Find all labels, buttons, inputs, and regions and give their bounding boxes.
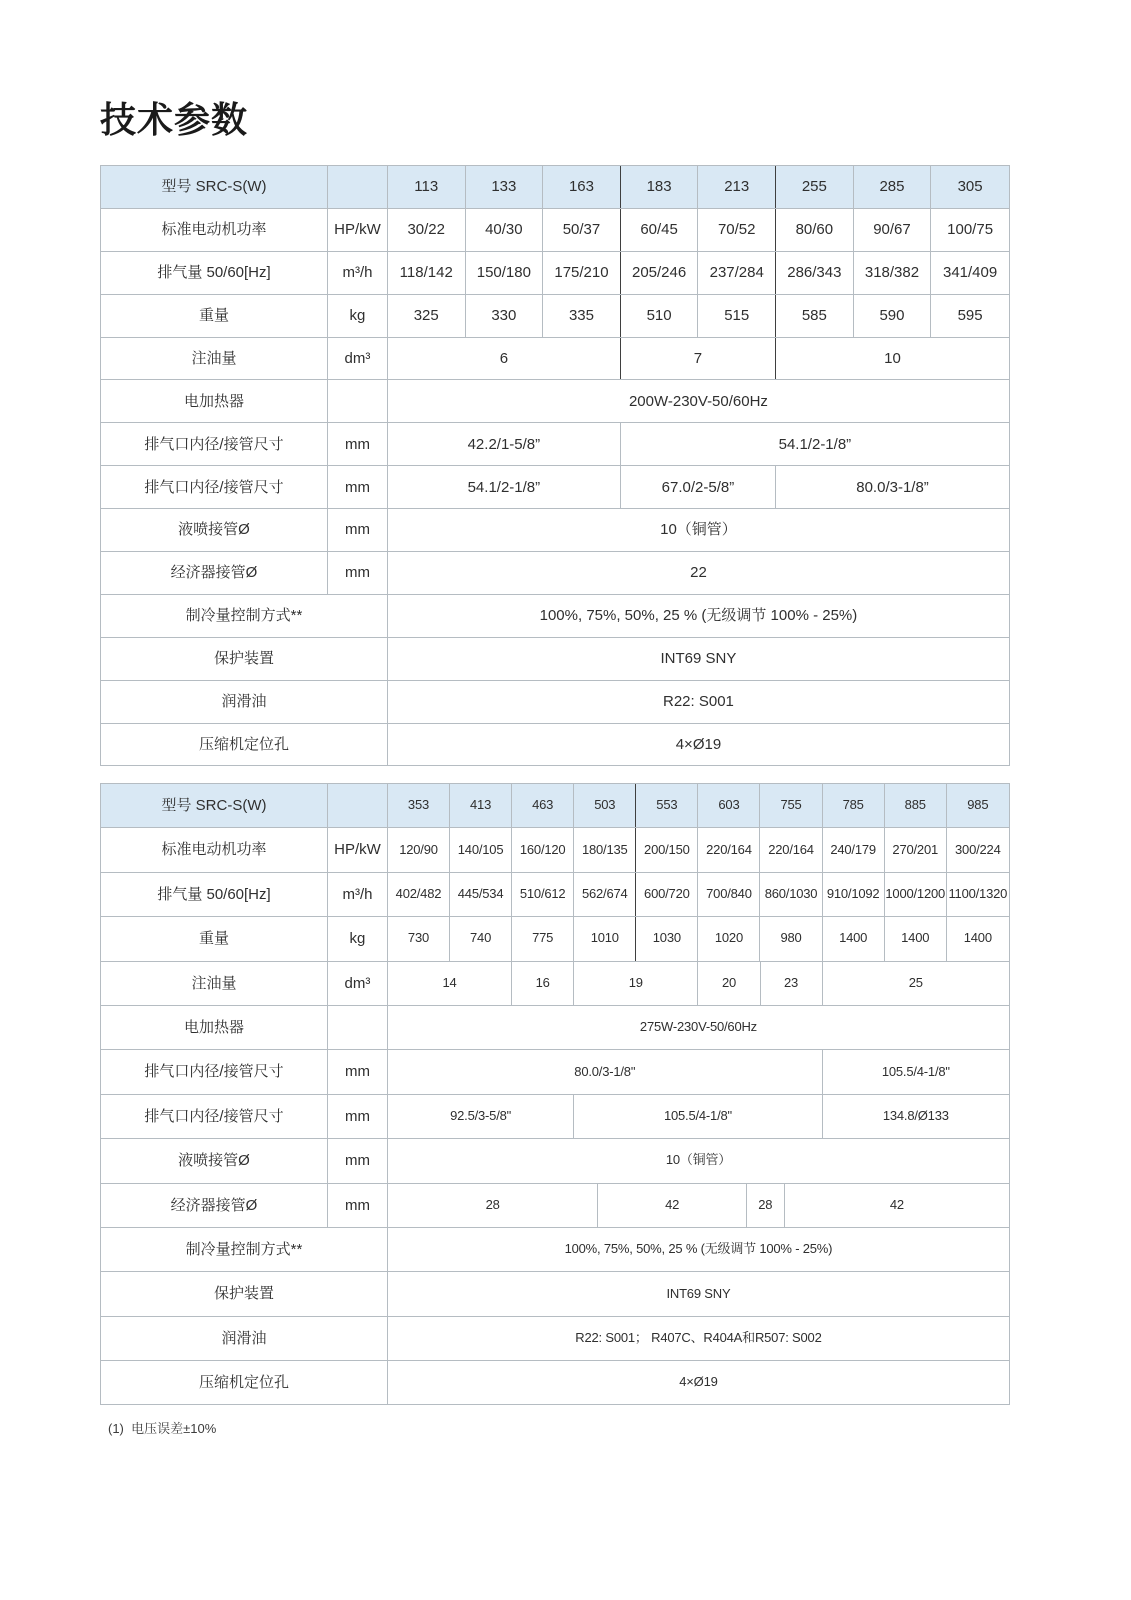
value-cell: 300/224 [955,841,1001,857]
row-unit: mm [328,1095,388,1138]
value-cell: 205/246 [621,252,699,294]
table-header-row [101,784,1009,827]
table-row [101,1138,1009,1182]
row-label: 制冷量控制方式** [101,1228,388,1271]
value-cell: 42.2/1-5/8” [388,423,621,465]
value-cell: 80.0/3-1/8" [388,1050,823,1093]
value-cell: 50/37 [543,209,621,251]
row-unit: HP/kW [328,828,388,871]
row-values [388,681,1009,723]
row-label: 重量 [101,917,328,960]
model-cell: 755 [760,784,822,827]
value-cell: 80.0/3-1/8” [856,478,929,496]
value-cell: 585 [776,295,854,337]
table-row [101,1316,1009,1360]
row-values [388,1139,1009,1182]
row-label: 排气口内径/接管尺寸 [101,1095,328,1138]
table-row [101,1271,1009,1315]
row-values [388,873,1009,916]
value-cell: 237/284 [698,252,776,294]
value-cell: 90/67 [854,209,932,251]
row-values [388,1272,1009,1315]
value-cell: 54.1/2-1/8” [388,466,621,508]
row-unit: dm³ [328,962,388,1005]
row-values [388,295,1009,337]
row-unit [328,380,388,422]
model-cell: 213 [698,166,776,208]
row-unit: HP/kW [328,209,388,251]
value-cell: 70/52 [698,209,776,251]
row-unit: mm [328,509,388,551]
table-row [101,465,1009,508]
model-cell: 163 [543,166,621,208]
value-cell: 7 [621,338,776,380]
value-cell: 220/164 [698,828,760,871]
row-unit: mm [328,552,388,594]
value-cell: 120/90 [388,828,450,871]
table-row [101,1049,1009,1093]
row-unit [328,784,388,827]
value-cell: 30/22 [388,209,466,251]
model-cell: 603 [698,784,760,827]
value-cell: 19 [574,962,698,1005]
table-row [101,1094,1009,1138]
value-cell: 118/142 [388,252,466,294]
row-label: 排气口内径/接管尺寸 [101,466,328,508]
row-unit: m³/h [328,873,388,916]
value-cell: 730 [388,917,450,960]
model-cell: 285 [854,166,932,208]
value-cell: R22: S001； R407C、R404A和R507: S002 [575,1329,822,1345]
table-row [101,508,1009,551]
row-label: 液喷接管Ø [101,509,328,551]
value-cell: 270/201 [885,828,947,871]
row-label: 排气口内径/接管尺寸 [101,1050,328,1093]
row-unit [328,166,388,208]
table-row [101,1360,1009,1404]
value-cell: 23 [761,962,823,1005]
value-cell: 10 [884,349,901,367]
value-cell: 4×Ø19 [679,1374,718,1390]
row-values [388,638,1009,680]
value-cell: 92.5/3-5/8" [388,1095,574,1138]
row-label: 型号 SRC-S(W) [101,784,328,827]
model-cell: 553 [636,784,698,827]
model-cell: 885 [885,784,947,827]
table-row [101,680,1009,723]
table-row [101,1183,1009,1227]
value-cell: 1010 [574,917,636,960]
table-row [101,337,1009,380]
value-cell: 10（铜管） [660,521,737,539]
model-cell: 255 [776,166,854,208]
row-values [388,1006,1009,1049]
row-values [388,1228,1009,1271]
value-cell: 42 [598,1184,746,1227]
value-cell: 860/1030 [760,873,822,916]
value-cell: 14 [388,962,512,1005]
value-cell: 100%, 75%, 50%, 25 % (无级调节 100% - 25%) [539,607,858,625]
value-cell: 600/720 [636,873,698,916]
row-label: 压缩机定位孔 [101,1361,388,1404]
row-label: 注油量 [101,338,328,380]
value-cell: 562/674 [574,873,636,916]
value-cell: 28 [747,1184,785,1227]
value-cell: 200W-230V-50/60Hz [628,392,768,410]
value-cell: 1400 [823,917,885,960]
row-values [388,509,1009,551]
value-cell: 445/534 [450,873,512,916]
row-values [388,209,1009,251]
value-cell: 20 [698,962,760,1005]
model-cell: 463 [512,784,574,827]
value-cell: 134.8/Ø133 [882,1107,949,1123]
row-values [388,962,1009,1005]
table-row [101,723,1009,766]
table-row [101,551,1009,594]
row-values [388,380,1009,422]
row-unit: mm [328,1050,388,1093]
value-cell: 100/75 [947,221,994,239]
value-cell: 200/150 [636,828,698,871]
value-cell: 175/210 [543,252,621,294]
model-cell: 353 [388,784,450,827]
model-cell: 183 [621,166,699,208]
row-values [388,917,1009,960]
row-label: 标准电动机功率 [101,828,328,871]
row-unit: mm [328,1139,388,1182]
row-label: 保护装置 [101,638,388,680]
value-cell: 402/482 [388,873,450,916]
table-row [101,422,1009,465]
row-values [388,166,1009,208]
table-row [101,872,1009,916]
value-cell: 60/45 [621,209,699,251]
table-header-row [101,166,1009,208]
row-label: 液喷接管Ø [101,1139,328,1182]
row-label: 制冷量控制方式** [101,595,388,637]
table-row [101,637,1009,680]
table-row [101,916,1009,960]
value-cell: INT69 SNY [660,650,737,668]
row-values [388,1361,1009,1404]
row-label: 注油量 [101,962,328,1005]
table-row [101,379,1009,422]
row-unit: mm [328,466,388,508]
footnote: (1) 电压误差±10% [108,1421,217,1436]
row-label: 润滑油 [101,1317,388,1360]
spec-table-models-113-305 [100,165,1010,766]
row-unit: kg [328,917,388,960]
model-cell: 305 [957,178,983,196]
row-label: 经济器接管Ø [101,552,328,594]
value-cell: 775 [512,917,574,960]
row-unit: dm³ [328,338,388,380]
model-cell: 413 [450,784,512,827]
value-cell: 180/135 [574,828,636,871]
row-label: 排气量 50/60[Hz] [101,252,328,294]
row-values [388,552,1009,594]
table-row [101,208,1009,251]
row-unit: kg [328,295,388,337]
model-cell: 785 [823,784,885,827]
value-cell: 105.5/4-1/8" [574,1095,822,1138]
value-cell: 4×Ø19 [675,735,722,753]
value-cell: R22: S001 [663,693,734,710]
value-cell: 42 [889,1196,904,1212]
row-label: 重量 [101,295,328,337]
value-cell: 10（铜管） [665,1152,732,1168]
value-cell: 16 [512,962,574,1005]
row-label: 保护装置 [101,1272,388,1315]
model-cell: 985 [967,797,989,813]
value-cell: 1400 [885,917,947,960]
row-values [388,828,1009,871]
value-cell: 240/179 [823,828,885,871]
row-label: 电加热器 [101,380,328,422]
value-cell: 330 [466,295,544,337]
row-values [388,1095,1009,1138]
value-cell: 140/105 [450,828,512,871]
value-cell: 341/409 [942,264,998,282]
table-row [101,1227,1009,1271]
value-cell: 28 [388,1184,599,1227]
value-cell: 700/840 [698,873,760,916]
value-cell: 335 [543,295,621,337]
row-values [388,1317,1009,1360]
row-label: 标准电动机功率 [101,209,328,251]
value-cell: 67.0/2-5/8” [621,466,776,508]
table-row [101,294,1009,337]
row-label: 型号 SRC-S(W) [101,166,328,208]
value-cell: 105.5/4-1/8" [881,1063,950,1079]
value-cell: 22 [690,564,707,582]
spec-table-models-353-985 [100,783,1010,1405]
value-cell: 150/180 [466,252,544,294]
model-cell: 113 [388,166,466,208]
row-label: 经济器接管Ø [101,1184,328,1227]
value-cell: 325 [388,295,466,337]
value-cell: 590 [854,295,932,337]
row-values [388,338,1009,380]
value-cell: 740 [450,917,512,960]
table-row [101,251,1009,294]
row-unit [328,1006,388,1049]
row-label: 压缩机定位孔 [101,724,388,766]
value-cell: 910/1092 [823,873,885,916]
value-cell: 6 [388,338,621,380]
row-values [388,595,1009,637]
row-values [388,1050,1009,1093]
row-unit: mm [328,423,388,465]
row-values [388,423,1009,465]
value-cell: 220/164 [760,828,822,871]
row-label: 排气口内径/接管尺寸 [101,423,328,465]
row-values [388,466,1009,508]
table-row [101,594,1009,637]
model-cell: 503 [574,784,636,827]
page-title: 技术参数 [100,99,249,140]
table-row [101,827,1009,871]
value-cell: 160/120 [512,828,574,871]
value-cell: 1000/1200 [885,873,947,916]
value-cell: INT69 SNY [666,1285,731,1301]
row-unit: m³/h [328,252,388,294]
value-cell: 515 [698,295,776,337]
row-values [388,784,1009,827]
value-cell: 40/30 [466,209,544,251]
value-cell: 1030 [636,917,698,960]
value-cell: 1100/1320 [948,886,1008,901]
value-cell: 1020 [698,917,760,960]
row-values [388,1184,1009,1227]
value-cell: 510 [621,295,699,337]
row-unit: mm [328,1184,388,1227]
row-values [388,724,1009,766]
value-cell: 318/382 [854,252,932,294]
value-cell: 595 [957,306,983,324]
value-cell: 80/60 [776,209,854,251]
row-label: 电加热器 [101,1006,328,1049]
row-values [388,252,1009,294]
table-row [101,961,1009,1005]
table-row [101,1005,1009,1049]
value-cell: 275W-230V-50/60Hz [639,1019,757,1035]
row-label: 润滑油 [101,681,388,723]
model-cell: 133 [466,166,544,208]
value-cell: 510/612 [512,873,574,916]
row-label: 排气量 50/60[Hz] [101,873,328,916]
value-cell: 980 [760,917,822,960]
value-cell: 1400 [963,930,992,946]
value-cell: 25 [908,974,923,990]
value-cell: 100%, 75%, 50%, 25 % (无级调节 100% - 25%) [564,1241,833,1257]
value-cell: 54.1/2-1/8” [778,435,852,453]
value-cell: 286/343 [776,252,854,294]
